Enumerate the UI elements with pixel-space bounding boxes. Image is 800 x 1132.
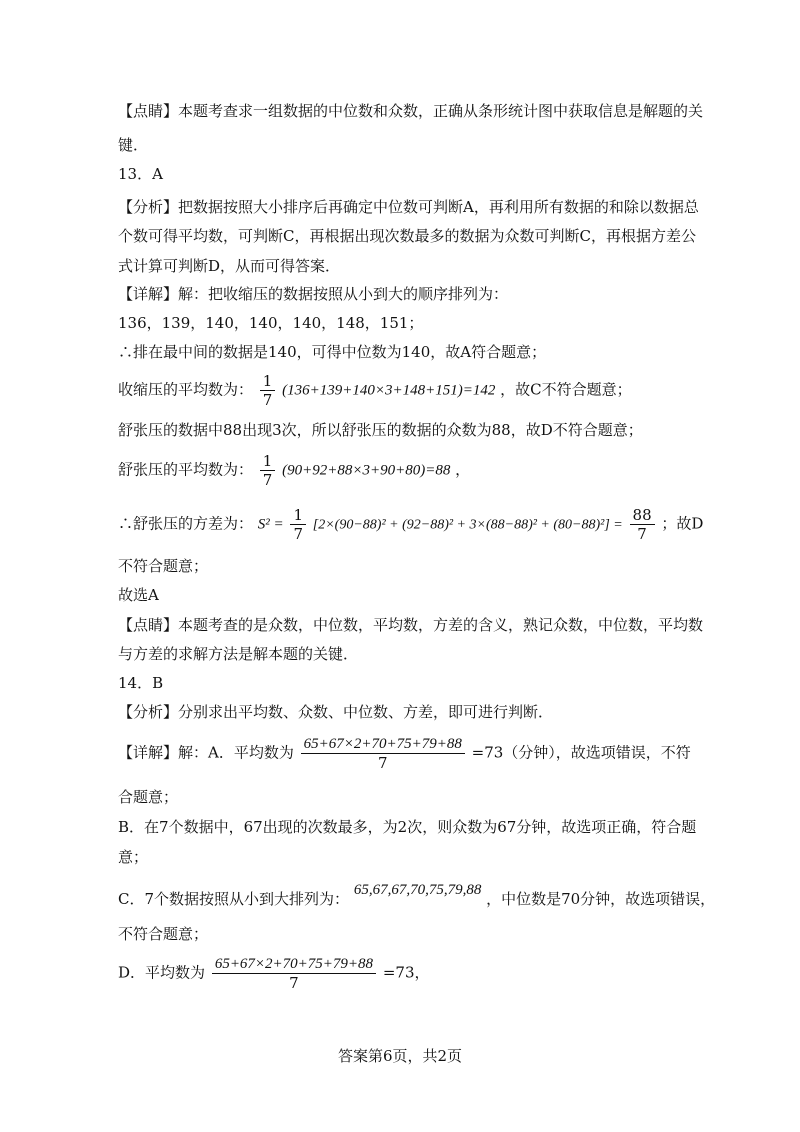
text-line: 式计算可判断D，从而可得答案． bbox=[118, 257, 341, 275]
fraction: $\frac{1}{7}$ bbox=[260, 372, 276, 409]
formula-label: 【详解】解：A．平均数为 bbox=[118, 743, 294, 762]
formula-expression: (90+92+88×3+90+80)=88 bbox=[282, 462, 451, 479]
formula-label: 收缩压的平均数为： bbox=[118, 380, 254, 399]
fraction: $\frac{1}{7}$ bbox=[290, 506, 306, 543]
text-line: 【分析】把数据按照大小排序后再确定中位数可判断A，再利用所有数据的和除以数据总 bbox=[118, 198, 699, 216]
formula-note: =73（分钟），故选项错误，不符 bbox=[471, 743, 691, 762]
formula-expression: [2×(90−88)² + (92−88)² + 3×(88−88)² + (80−88)²] = bbox=[312, 517, 623, 533]
text-line: 【点睛】本题考查求一组数据的中位数和众数，正确从条形统计图中获取信息是解题的关 bbox=[118, 102, 704, 120]
fraction: $\frac{65+67\times 2+70+75+79+88}{7}$ bbox=[301, 735, 465, 772]
text-line: 【分析】分别求出平均数、众数、中位数、方差，即可进行判断． bbox=[118, 703, 554, 721]
fraction: $\frac{88}{7}$ bbox=[630, 506, 655, 543]
page-footer: 答案第6页，共2页 bbox=[337, 1047, 463, 1065]
formula-label: ∴舒张压的方差为： bbox=[118, 514, 254, 533]
text-line: 不符合题意； bbox=[118, 557, 209, 575]
text-line: 键． bbox=[118, 136, 149, 154]
formula-line bbox=[118, 955, 429, 992]
text-line: 与方差的求解方法是解本题的关键． bbox=[118, 645, 359, 663]
fraction: $\frac{65+67\times 2+70+75+79+88}{7}$ bbox=[212, 955, 376, 992]
text-line: 意； bbox=[118, 848, 149, 866]
text-line: 合题意； bbox=[118, 788, 179, 806]
text-line: 舒张压的数据中88出现3次，所以舒张压的数据的众数为88，故D不符合题意； bbox=[118, 421, 643, 439]
text-line: 【点睛】本题考查的是众数，中位数，平均数，方差的含义，熟记众数，中位数，平均数 bbox=[118, 616, 704, 634]
formula-expression: (136+139+140×3+148+151)=142 bbox=[282, 382, 496, 399]
formula-note: ；故D bbox=[661, 514, 704, 533]
formula-note: ， bbox=[455, 460, 471, 479]
formula-line bbox=[118, 735, 691, 772]
text-line: B．在7个数据中，67出现的次数最多，为2次，则众数为67分钟，故选项正确，符合题 bbox=[118, 818, 697, 836]
formula-note: ，故C不符合题意； bbox=[500, 380, 632, 399]
fraction: $\frac{1}{7}$ bbox=[260, 452, 276, 489]
formula-line bbox=[118, 506, 703, 543]
text-line: 不符合题意； bbox=[118, 925, 209, 943]
question-number: 13．A bbox=[118, 165, 163, 183]
formula-line bbox=[118, 372, 632, 409]
formula-label: C．7个数据按照从小到大排列为： bbox=[118, 890, 350, 908]
formula-label: D．平均数为 bbox=[118, 963, 206, 982]
formula-line bbox=[118, 880, 715, 909]
formula-line bbox=[118, 452, 470, 489]
formula-note: =73， bbox=[382, 963, 430, 982]
number-sequence: 65,67,67,70,75,79,88 bbox=[353, 882, 482, 898]
formula-label: 舒张压的平均数为： bbox=[118, 460, 254, 479]
text-line: ∴排在最中间的数据是140，可得中位数为140，故A符合题意； bbox=[118, 343, 547, 361]
question-number: 14．B bbox=[118, 674, 164, 692]
text-line: 个数可得平均数，可判断C，再根据出现次数最多的数据为众数可判断C，再根据方差公 bbox=[118, 227, 696, 245]
text-line: 故选A bbox=[118, 586, 159, 604]
formula-note: ，中位数是70分钟，故选项错误， bbox=[486, 890, 716, 908]
text-line: 136，139，140，140，140，148，151； bbox=[118, 314, 424, 332]
text-line: 【详解】解：把收缩压的数据按照从小到大的顺序排列为： bbox=[118, 285, 509, 303]
formula-lhs: S² = bbox=[257, 516, 284, 533]
